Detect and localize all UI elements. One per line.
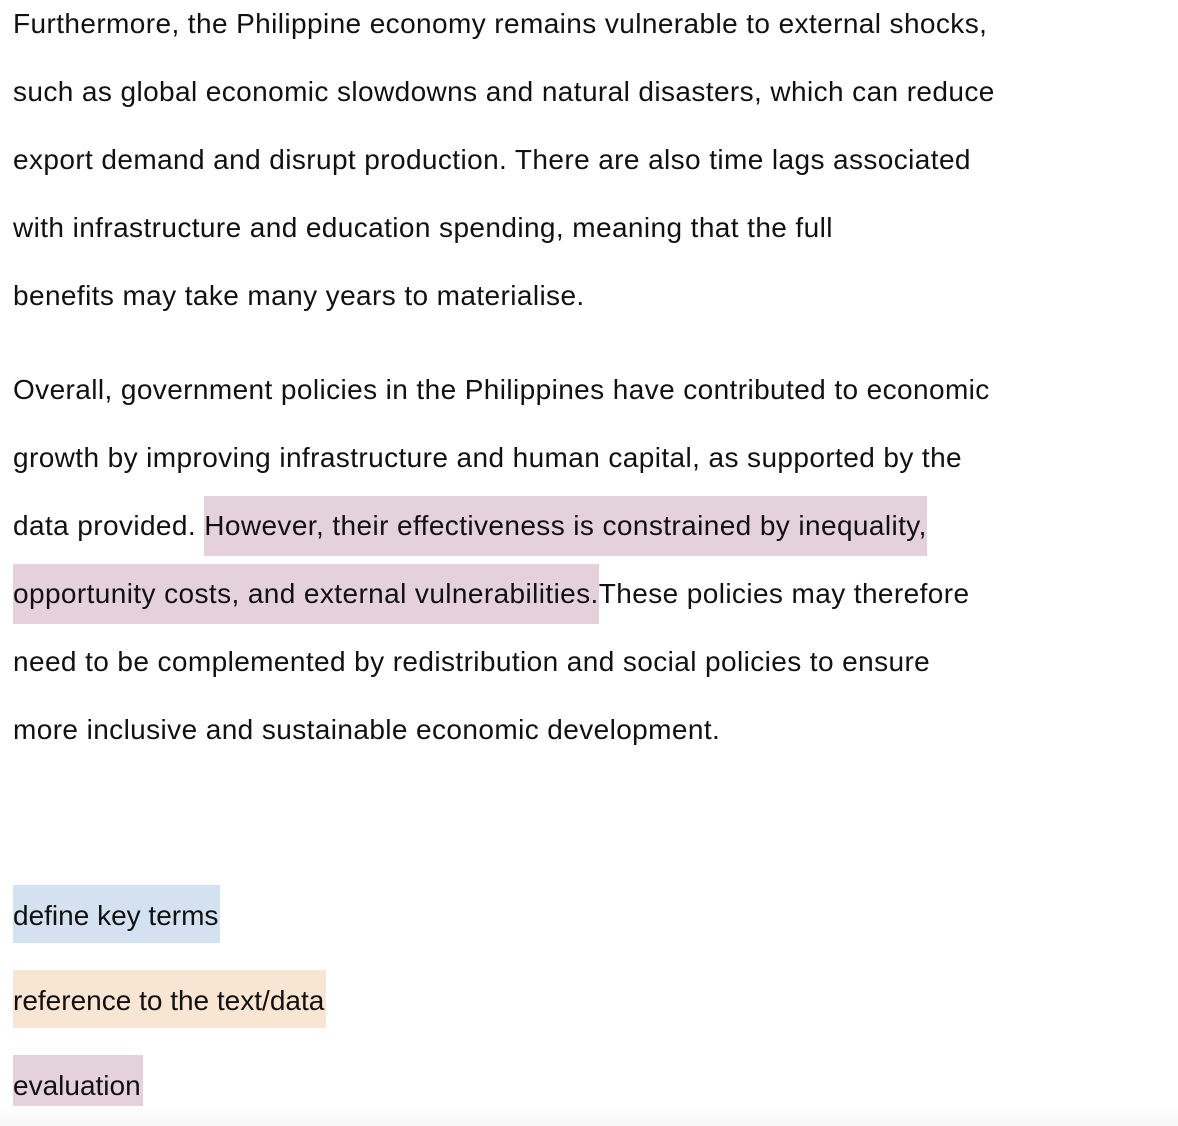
text-line: need to be complemented by redistribution and social policies to ensure bbox=[13, 646, 931, 677]
legend-reference-to-text: reference to the text/data bbox=[13, 970, 326, 1028]
paragraph-external-shocks bbox=[13, 2, 995, 342]
text-segment: data provided. bbox=[13, 510, 205, 541]
legend-define-key-terms: define key terms bbox=[13, 885, 220, 943]
text-line: benefits may take many years to materialise. bbox=[13, 280, 585, 311]
text-line: export demand and disrupt production. There are also time lags associated bbox=[13, 144, 971, 175]
evaluation-highlight: opportunity costs, and external vulnerabilities. bbox=[13, 564, 599, 624]
page-bottom-fade bbox=[0, 1106, 1178, 1126]
paragraph-conclusion bbox=[13, 368, 990, 776]
text-segment: These policies may therefore bbox=[598, 578, 970, 609]
text-line: growth by improving infrastructure and human capital, as supported by the bbox=[13, 442, 963, 473]
text-line: with infrastructure and education spending, meaning that the full bbox=[13, 212, 833, 243]
evaluation-highlight: However, their effectiveness is constrained by inequality, bbox=[204, 496, 927, 556]
text-line bbox=[13, 572, 990, 640]
legend-evaluation: evaluation bbox=[13, 1055, 143, 1113]
text-line: such as global economic slowdowns and natural disasters, which can reduce bbox=[13, 76, 995, 107]
text-line: more inclusive and sustainable economic development. bbox=[13, 714, 721, 745]
text-line: Furthermore, the Philippine economy remains vulnerable to external shocks, bbox=[13, 8, 988, 39]
text-line bbox=[13, 504, 990, 572]
text-line: Overall, government policies in the Philippines have contributed to economic bbox=[13, 374, 990, 405]
